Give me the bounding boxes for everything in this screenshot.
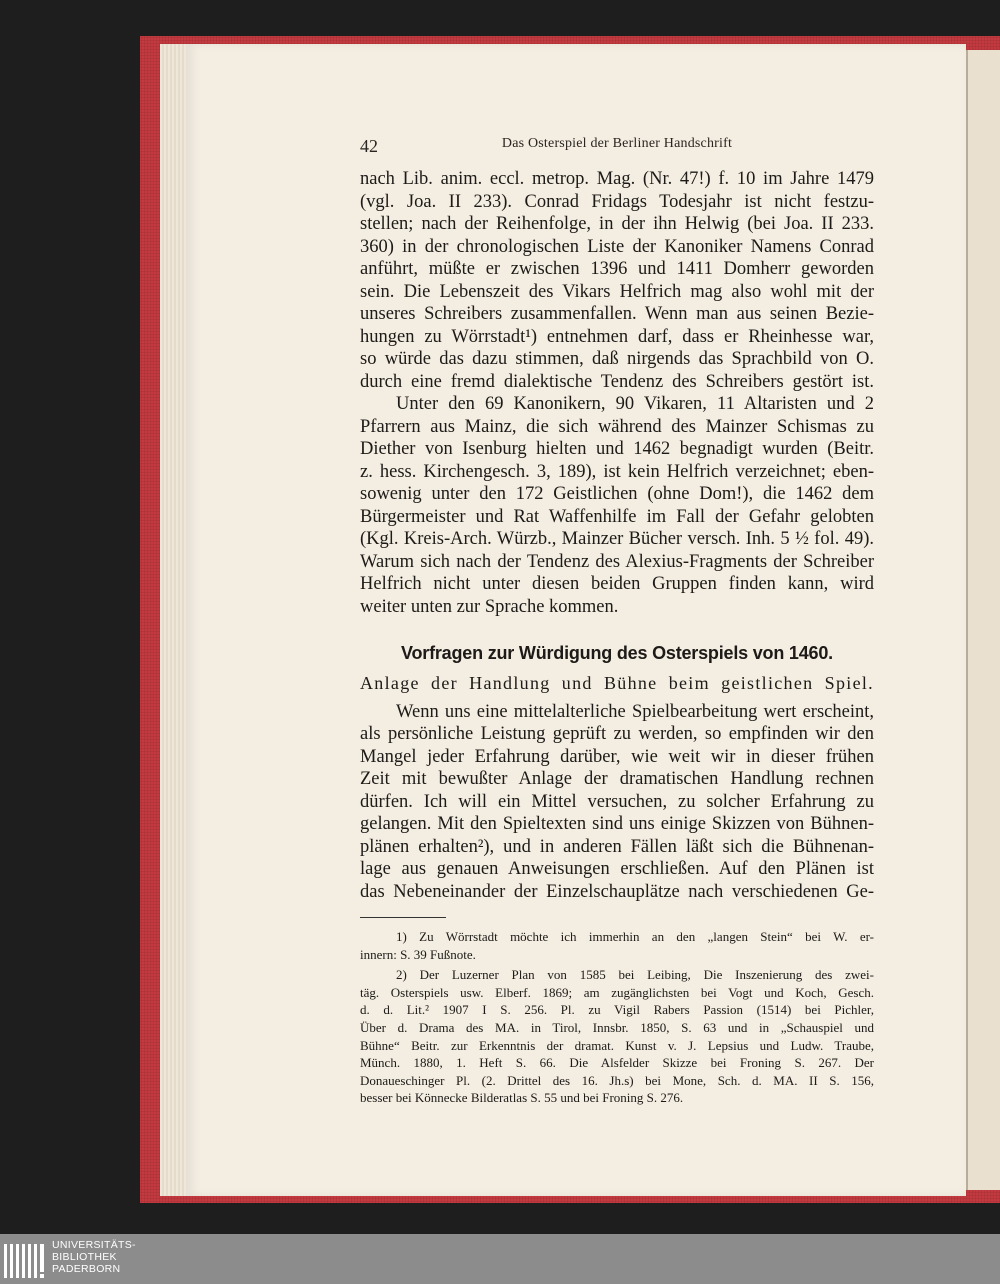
text-line: Mangel jeder Erfahrung darüber, wie weit wir in dieser frühen — [360, 746, 874, 767]
text-line: hungen zu Wörrstadt¹) entnehmen darf, dass er Rheinhesse war, — [360, 326, 874, 347]
text-line: Unter den 69 Kanonikern, 90 Vikaren, 11 Altaristen und 2 — [396, 394, 874, 414]
text-line: plänen erhalten²), und in anderen Fällen läßt sich die Bühnenan- — [360, 836, 874, 857]
library-logo-text — [52, 1239, 136, 1275]
footnote-line: Bühne“ Beitr. zur Erkenntnis der dramat. Kunst v. J. Lepsius und Ludw. Traube, — [360, 1037, 874, 1053]
text-line: Diether von Isenburg hielten und 1462 begnadigt wurden (Beitr. — [360, 439, 874, 459]
section-heading: Vorfragen zur Würdigung des Osterspiels von 1460. — [401, 643, 833, 663]
text-line: durch eine fremd dialektische Tendenz des Schreibers gestört ist. — [360, 371, 874, 392]
page-number: 42 — [360, 136, 378, 156]
text-line: Helfrich nicht unter diesen beiden Gruppen finden kann, wird — [360, 574, 874, 594]
footnote-line: besser bei Könnecke Bilderatlas S. 55 und bei Froning S. 276. — [360, 1090, 684, 1106]
text-line: unseres Schreibers zusammenfallen. Wenn man aus seinen Bezie- — [360, 304, 874, 324]
text-line: das Nebeneinander der Einzelschauplätze nach verschiedenen Ge- — [360, 881, 874, 902]
paragraph-1 — [360, 168, 874, 393]
text-line: nach Lib. anim. eccl. metrop. Mag. (Nr. 47!) f. 10 im Jahre 1479 — [360, 169, 874, 189]
library-footer-bar — [0, 1234, 1000, 1284]
library-name-line: PADERBORN — [52, 1263, 121, 1275]
text-line: gelangen. Mit den Spieltexten sind uns einige Skizzen von Bühnen- — [360, 814, 874, 834]
footnote-line: 1) Zu Wörrstadt möchte ich immerhin an den „langen Stein“ bei W. er- — [396, 929, 874, 944]
paragraph-2 — [360, 393, 874, 618]
paragraph-3 — [360, 701, 874, 904]
footnote-line: 2) Der Luzerner Plan von 1585 bei Leibing, Die Inszenierung des zwei- — [396, 967, 874, 983]
text-line: als persönliche Leistung geprüft zu werden, so empfinden wir den — [360, 724, 874, 744]
library-name-line: UNIVERSITÄTS- — [52, 1239, 136, 1251]
text-line: sein. Die Lebenszeit des Vikars Helfrich mag also wohl mit der — [360, 281, 874, 302]
text-line: (Kgl. Kreis-Arch. Würzb., Mainzer Bücher versch. Inh. 5 ½ fol. 49). — [360, 529, 874, 549]
text-line: stellen; nach der Reihenfolge, in der ihn Helwig (bei Joa. II 233. — [360, 214, 874, 234]
footnote-1 — [360, 928, 874, 963]
text-line: Bürgermeister und Rat Waffenhilfe im Fall der Gefahr gelobten — [360, 506, 874, 527]
page-body — [360, 168, 874, 1107]
section-subheading: Anlage der Handlung und Bühne beim geistlichen Spiel. — [360, 673, 874, 693]
footnote-line: Über d. Drama des MA. in Tirol, Innsbr. 1850, S. 63 und in „Schauspiel und — [360, 1019, 874, 1035]
library-logo-icon — [4, 1240, 46, 1280]
footnote-2 — [360, 966, 874, 1107]
footnote-line: Donaueschinger Pl. (2. Drittel des 16. Jh.s) bei Mone, Sch. d. MA. II S. 156, — [360, 1072, 874, 1088]
text-line: so würde das dazu stimmen, daß nirgends das Sprachbild von O. — [360, 349, 874, 369]
running-title: Das Osterspiel der Berliner Handschrift — [501, 136, 733, 151]
text-line: sowenig unter den 172 Geistlichen (ohne Dom!), die 1462 dem — [360, 484, 874, 504]
text-line: weiter unten zur Sprache kommen. — [360, 596, 619, 617]
text-line: lage aus genauen Anweisungen erschließen. Auf den Plänen ist — [360, 859, 874, 879]
text-line: Zeit mit bewußter Anlage der dramatischen Handlung rechnen — [360, 769, 874, 789]
text-line: Warum sich nach der Tendenz des Alexius-Fragments der Schreiber — [360, 551, 874, 572]
page-header — [360, 130, 874, 158]
text-line: z. hess. Kirchengesch. 3, 189), ist kein Helfrich verzeichnet; eben- — [360, 461, 874, 482]
text-line: Pfarrern aus Mainz, die sich während des Mainzer Schismas zu — [360, 416, 874, 437]
text-line: Wenn uns eine mittelalterliche Spielbearbeitung wert erscheint, — [396, 701, 874, 722]
next-page-edge — [966, 50, 1000, 1190]
footnote-line: täg. Osterspiels usw. Elberf. 1869; am zugänglichsten bei Vogt und Koch, Gesch. — [360, 984, 874, 1000]
text-line: dürfen. Ich will ein Mittel versuchen, zu solcher Erfahrung zu — [360, 791, 874, 812]
footnote-line: Münch. 1880, 1. Heft S. 66. Die Alsfelder Skizze bei Froning S. 267. Der — [360, 1055, 874, 1071]
footnote-divider — [360, 917, 446, 918]
footnote-line: innern: S. 39 Fußnote. — [360, 946, 476, 962]
text-line: (vgl. Joa. II 233). Conrad Fridags Todesjahr ist nicht festzu- — [360, 191, 874, 212]
footnote-line: d. d. Lit.² 1907 I S. 256. Pl. zu Vigil Rabers Passion (1514) bei Pichler, — [360, 1002, 874, 1018]
library-name-line: BIBLIOTHEK — [52, 1251, 117, 1263]
text-line: 360) in der chronologischen Liste der Kanoniker Namens Conrad — [360, 236, 874, 257]
text-line: anführt, müßte er zwischen 1396 und 1411 Domherr geworden — [360, 259, 874, 279]
